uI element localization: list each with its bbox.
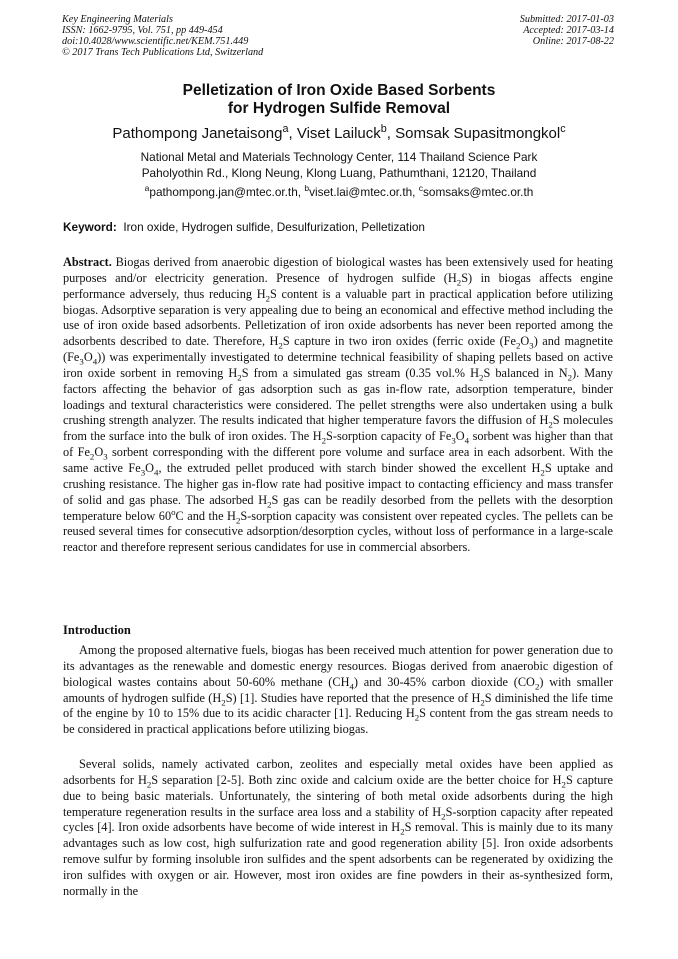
author-1: Pathompong Janetaisong — [112, 125, 283, 142]
publication-info — [62, 14, 263, 58]
author-3-mark: c — [560, 123, 566, 135]
accepted-date: Accepted: 2017-03-14 — [523, 25, 614, 36]
submitted-date: Submitted: 2017-01-03 — [519, 14, 614, 25]
issn-line: ISSN: 1662-9795, Vol. 751, pp 449-454 — [62, 25, 223, 36]
email-2: viset.lai@mtec.or.th, — [309, 185, 419, 199]
author-3: Somsak Supasitmongkol — [395, 125, 561, 142]
email-3: somsaks@mtec.or.th — [422, 185, 534, 199]
title-line-1: Pelletization of Iron Oxide Based Sorbents — [182, 82, 496, 99]
email-list: $^a$pathompong.jan@mtec.or.th, $^b$viset.lai@mtec.or.th, $^c$somsaks@mtec.or.th — [144, 183, 534, 199]
keywords — [63, 220, 425, 235]
email-1: pathompong.jan@mtec.or.th, — [149, 185, 305, 199]
introduction-paragraph-1: Among the proposed alternative fuels, biogas has been received much attention for power generation due to its advantages as the renewable and domestic energy resources. Biogas derived from anaerobic digestion of biological wastes contains about 50-60% methane $(CH_4)$ and 30-45% carbon dioxide $(CO_2)$ with smaller amounts of hydrogen sulfide $(H_2S)$ [1]. Studies have reported that the presence of $H_2S$ diminished the life time of the engine by 10 to 15% due to its acidic character [1]. Reducing $H_2S$ content from the gas stream needs to be considered in practical applications before utilizing biogas. — [63, 643, 613, 737]
author-1-mark: a — [282, 123, 289, 135]
author-2-mark: b — [380, 123, 387, 135]
paper-title — [0, 82, 678, 118]
journal-name: Key Engineering Materials — [62, 14, 173, 25]
keywords-label: Keyword: — [63, 220, 117, 234]
copyright-line: © 2017 Trans Tech Publications Ltd, Switzerland — [62, 47, 264, 58]
introduction-paragraph-2: Several solids, namely activated carbon, zeolites and especially metal oxides have been applied as adsorbents for $H_2S$ separation [2-5]. Both zinc oxide and calcium oxide are the better choice for $H_2S$ capture due to being basic materials. Unfortunately, the sintering of both metal oxide adsorbents during the high temperature regeneration results in the surface area loss and a stability of $H_2S$-sorption capacity after repeated cycles [4]. Iron oxide adsorbents have become of wide interest in $H_2S$ removal. This is mainly due to its many advantages such as low cost, high sulfurization rate and good regeneration ability [5]. Iron oxide adsorbents remove sulfur by forming insoluble iron sulfides and the spent adsorbents can be regenerated by oxidizing the iron sulfides with oxygen or air. However, most iron oxides are fine powders in their as-synthesized form, normally in the — [63, 757, 614, 898]
doi-line: doi:10.4028/www.scientific.net/KEM.751.449 — [62, 36, 249, 47]
title-line-2: for Hydrogen Sulfide Removal — [227, 100, 451, 117]
introduction-heading: Introduction — [63, 623, 131, 637]
keywords-text: Iron oxide, Hydrogen sulfide, Desulfurization, Pelletization — [123, 220, 425, 234]
abstract: Abstract. Biogas derived from anaerobic digestion of biological wastes has been extensively used for heating purposes and/or electricity generation. Presence of hydrogen sulfide $(H_2S)$ in biogas affects engine performance adversely, thus reducing $H_2S$ content is a valuable part in practical application before utilizing biogas. Adsorptive separation is very appealing due to being an economical and effective method including the use of iron oxide based adsorbents. Pelletization of iron oxide adsorbents has never been reported among the adsorbents described to date. Therefore, $H_2S$ capture in two iron oxides (ferric oxide $(Fe_2O_3)$ and magnetite $(Fe_3O_4)$) was experimentally investigated to determine technical feasibility of shaping pellets based on active iron oxide sorbent in removing $H_2S$ from a simulated gas stream (0.35 vol.% $H_2S$ balanced in $N_2$). Many factors affecting the behavior of gas adsorption such as gas in-flow rate, adsorption temperature, binder loadings and textural characteristics were considered. The pellet strengths were also undertaken using a bulk crushing strength analyzer. The results indicated that higher temperature favors the diffusion of $H_2S$ molecules from the surface into the bulk of iron oxides. The $H_2S$-sorption capacity of $Fe_3O_4$ sorbent was higher than that of $Fe_2O_3$ sorbent corresponding with the different pore volume and surface area in each adsorbent. With the same active $Fe_3O_4$, the extruded pellet produced with starch binder showed the excellent $H_2S$ uptake and crushing resistance. The higher gas in-flow rate had positive impact to contacting efficiency and mass transfer of solid and gas phase. The adsorbed $H_2S$ gas can be readily desorbed from the pellets with the desorption temperature below 60$^o$C and the $H_2S$-sorption capacity was consistent over repeated cycles. The pellets can be reused several times for consecutive adsorption/desorption cycles, without loss of performance in a large-scale reactor and therefore represent serious candidates for use in commercial absorbers. — [63, 255, 613, 555]
affiliation-line-1: National Metal and Materials Technology Center, 114 Thailand Science Park — [140, 150, 538, 164]
online-date: Online: 2017-08-22 — [532, 36, 614, 47]
author-2: Viset Lailuck — [296, 125, 381, 142]
affiliation-line-2: Paholyothin Rd., Klong Neung, Klong Luang, Pathumthani, 12120, Thailand — [141, 165, 537, 180]
affiliation — [0, 150, 678, 181]
publication-dates — [520, 14, 614, 47]
abstract-label: Abstract. — [63, 255, 112, 269]
author-list: Pathompong Janetaisong$^a$, Viset Lailuck$^b$, Somsak Supasitmongkol$^c$ — [112, 123, 566, 142]
